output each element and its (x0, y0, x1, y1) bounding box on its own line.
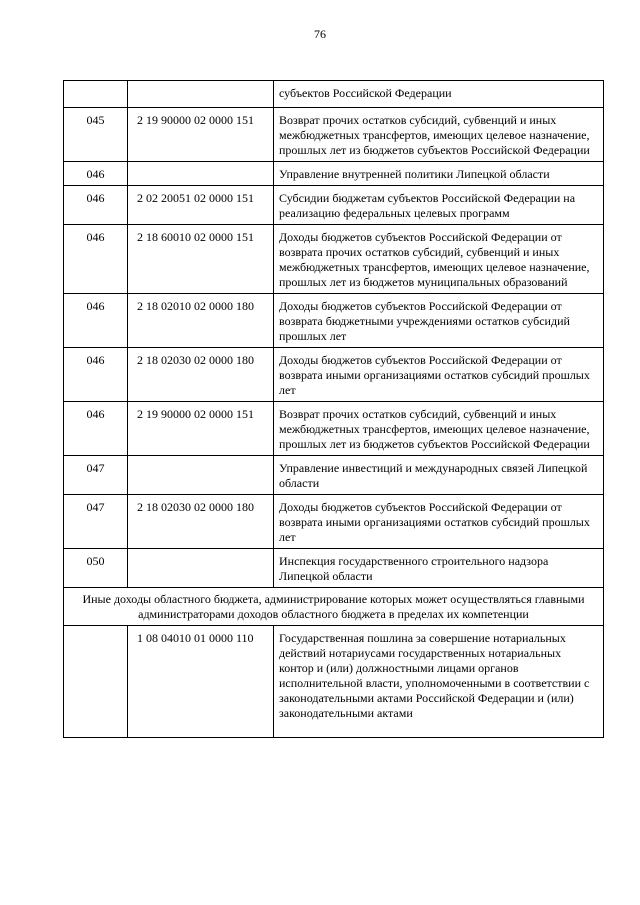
admin-code-cell: 047 (64, 456, 128, 495)
name-cell: Субсидии бюджетам субъектов Российской Федерации на реализацию федеральных целевых программ (274, 186, 604, 225)
revenue-administrators-table (63, 80, 604, 738)
name-cell: Возврат прочих остатков субсидий, субвенций и иных межбюджетных трансфертов, имеющих целевое назначение, прошлых лет из бюджетов субъектов Российской Федерации (274, 108, 604, 162)
budget-code-cell: 2 19 90000 02 0000 151 (128, 108, 274, 162)
budget-code-cell: 2 18 60010 02 0000 151 (128, 225, 274, 294)
budget-code-cell: 2 18 02010 02 0000 180 (128, 294, 274, 348)
table-row (64, 162, 604, 186)
table-row (64, 108, 604, 162)
admin-code-cell: 045 (64, 108, 128, 162)
table-row (64, 456, 604, 495)
admin-code-cell: 047 (64, 495, 128, 549)
budget-code-cell (128, 81, 274, 108)
name-cell: Управление внутренней политики Липецкой области (274, 162, 604, 186)
page-number: 76 (314, 27, 326, 41)
name-cell: Доходы бюджетов субъектов Российской Федерации от возврата иными организациями остатков субсидий прошлых лет (274, 348, 604, 402)
admin-code-cell: 046 (64, 402, 128, 456)
name-cell: Государственная пошлина за совершение нотариальных действий нотариусами государственных нотариальных контор и (или) должностными лицами органов исполнительной власти, уполномоченными в соответствии с законодательными актами Российской Федерации и (или) законодательными актами (274, 626, 604, 738)
name-cell: Инспекция государственного строительного надзора Липецкой области (274, 549, 604, 588)
admin-code-cell: 046 (64, 294, 128, 348)
admin-code-cell: 046 (64, 162, 128, 186)
name-cell: Возврат прочих остатков субсидий, субвенций и иных межбюджетных трансфертов, имеющих целевое назначение, прошлых лет из бюджетов субъектов Российской Федерации (274, 402, 604, 456)
table-row (64, 626, 604, 738)
section-header-row (64, 588, 604, 626)
budget-code-cell: 2 02 20051 02 0000 151 (128, 186, 274, 225)
table-row (64, 186, 604, 225)
table-row (64, 402, 604, 456)
budget-code-cell (128, 162, 274, 186)
name-cell: Управление инвестиций и международных связей Липецкой области (274, 456, 604, 495)
admin-code-cell (64, 626, 128, 738)
budget-code-cell: 2 18 02030 02 0000 180 (128, 348, 274, 402)
budget-code-cell: 1 08 04010 01 0000 110 (128, 626, 274, 738)
admin-code-cell: 046 (64, 225, 128, 294)
name-cell: Доходы бюджетов субъектов Российской Федерации от возврата прочих остатков субсидий, субвенций и иных межбюджетных трансфертов, имеющих целевое назначение, прошлых лет из бюджетов муниципальных образований (274, 225, 604, 294)
admin-code-cell (64, 81, 128, 108)
admin-code-cell: 050 (64, 549, 128, 588)
table-row (64, 294, 604, 348)
budget-code-cell: 2 19 90000 02 0000 151 (128, 402, 274, 456)
budget-code-cell (128, 456, 274, 495)
table-row (64, 225, 604, 294)
section-header-cell: Иные доходы областного бюджета, администрирование которых может осуществляться главными администраторами доходов областного бюджета в пределах их компетенции (64, 588, 604, 626)
name-cell: субъектов Российской Федерации (274, 81, 604, 108)
budget-code-cell (128, 549, 274, 588)
table-row (64, 81, 604, 108)
name-cell: Доходы бюджетов субъектов Российской Федерации от возврата иными организациями остатков субсидий прошлых лет (274, 495, 604, 549)
admin-code-cell: 046 (64, 348, 128, 402)
name-cell: Доходы бюджетов субъектов Российской Федерации от возврата бюджетными учреждениями остатков субсидий прошлых лет (274, 294, 604, 348)
budget-code-cell: 2 18 02030 02 0000 180 (128, 495, 274, 549)
table-row (64, 495, 604, 549)
table-row (64, 348, 604, 402)
table-row (64, 549, 604, 588)
admin-code-cell: 046 (64, 186, 128, 225)
